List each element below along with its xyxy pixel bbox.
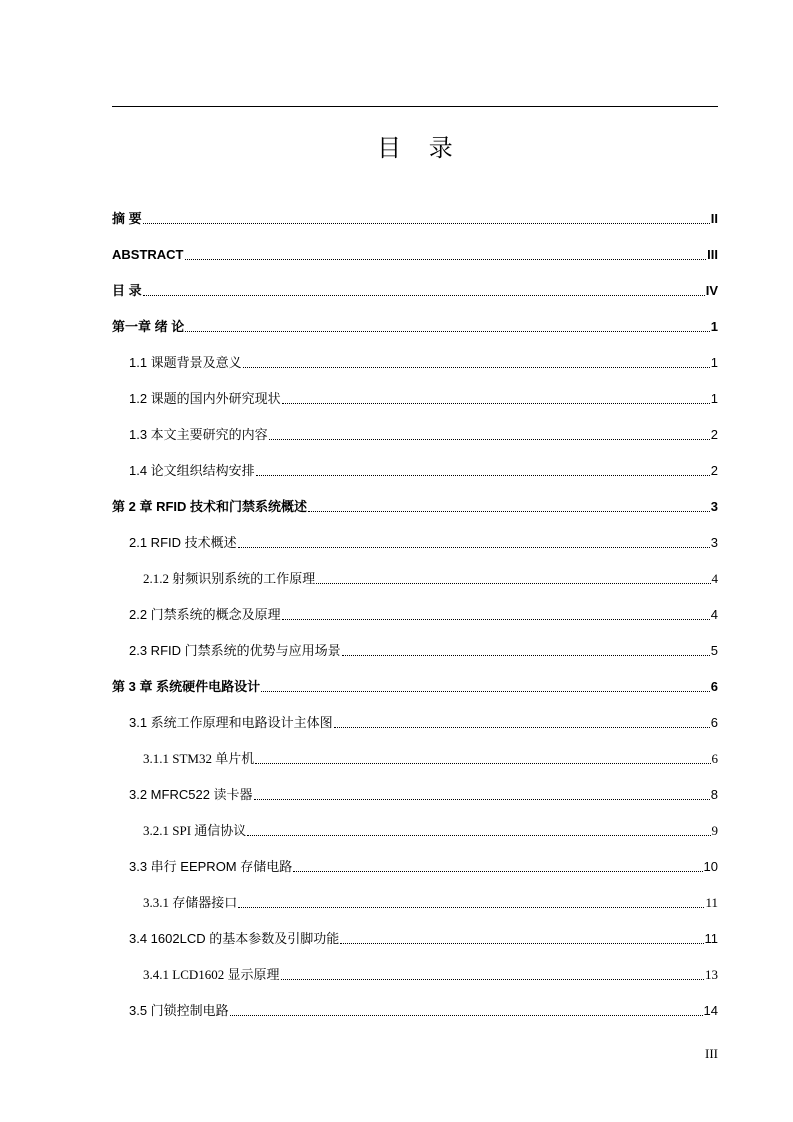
- toc-page-number: 3: [710, 499, 718, 514]
- toc-leader-dots: [316, 583, 710, 584]
- toc-leader-dots: [261, 691, 710, 692]
- toc-entry-label: 3.3.1 存储器接口: [143, 895, 238, 910]
- toc-entry-label: 3.2 MFRC522 读卡器: [129, 787, 253, 802]
- toc-entry-label: 2.1 RFID 技术概述: [129, 535, 237, 550]
- toc-page-number: 11: [705, 895, 718, 910]
- toc-entry[interactable]: [143, 819, 718, 839]
- toc-page-number: 1: [710, 319, 718, 334]
- toc-entry-label: 1.2 课题的国内外研究现状: [129, 391, 281, 406]
- toc-page-number: 6: [710, 679, 718, 694]
- toc-entry[interactable]: [129, 387, 718, 407]
- toc-entry-label: 第 3 章 系统硬件电路设计: [112, 679, 261, 694]
- toc-entry[interactable]: [112, 495, 718, 515]
- toc-leader-dots: [334, 727, 710, 728]
- toc-page-number: 14: [703, 1003, 718, 1018]
- toc-leader-dots: [308, 511, 710, 512]
- toc-page-number: 10: [703, 859, 718, 874]
- toc-entry-label: 目 录: [112, 283, 142, 298]
- toc-entry[interactable]: [129, 351, 718, 371]
- toc-leader-dots: [238, 547, 710, 548]
- toc-entry-label: 第 2 章 RFID 技术和门禁系统概述: [112, 499, 308, 514]
- toc-page-number: 6: [711, 751, 718, 766]
- toc-entry-label: 1.4 论文组织结构安排: [129, 463, 255, 478]
- toc-entry[interactable]: [112, 207, 718, 227]
- toc-leader-dots: [230, 1015, 703, 1016]
- toc-entry-label: 3.1 系统工作原理和电路设计主体图: [129, 715, 333, 730]
- toc-page-number: II: [710, 211, 718, 226]
- toc-entry[interactable]: [129, 855, 718, 875]
- toc-page-number: 13: [705, 967, 718, 982]
- toc-entry[interactable]: [112, 243, 718, 263]
- toc-page-number: 2: [710, 427, 718, 442]
- toc-page-number: 6: [710, 715, 718, 730]
- toc-leader-dots: [143, 223, 710, 224]
- toc-entry[interactable]: [143, 891, 718, 911]
- toc-entry[interactable]: [143, 567, 718, 587]
- toc-entry[interactable]: [129, 999, 718, 1019]
- toc-entry-label: 第一章 绪 论: [112, 319, 185, 334]
- toc-leader-dots: [281, 979, 704, 980]
- toc-page-number: III: [707, 247, 718, 262]
- toc-entry[interactable]: [129, 459, 718, 479]
- toc-entry[interactable]: [129, 423, 718, 443]
- toc-entry-label: 2.1.2 射频识别系统的工作原理: [143, 571, 316, 586]
- toc-entry-label: 3.4 1602LCD 的基本参数及引脚功能: [129, 931, 340, 946]
- toc-page-number: 9: [711, 823, 718, 838]
- toc-entry-label: 2.3 RFID 门禁系统的优势与应用场景: [129, 643, 341, 658]
- toc-page-number: 2: [710, 463, 718, 478]
- toc-entry-label: 3.2.1 SPI 通信协议: [143, 823, 247, 838]
- toc-leader-dots: [256, 475, 710, 476]
- page-number: III: [705, 1046, 718, 1061]
- toc-leader-dots: [185, 331, 710, 332]
- toc-entry-label: 3.3 串行 EEPROM 存储电路: [129, 859, 293, 874]
- toc-entry-label: 3.4.1 LCD1602 显示原理: [143, 967, 280, 982]
- toc-page-number: 4: [711, 571, 718, 586]
- toc-page-number: 4: [710, 607, 718, 622]
- toc-entry[interactable]: [129, 531, 718, 551]
- toc-leader-dots: [143, 295, 705, 296]
- toc-entry[interactable]: [129, 927, 718, 947]
- toc-leader-dots: [255, 763, 710, 764]
- toc-entry[interactable]: [129, 783, 718, 803]
- toc-leader-dots: [340, 943, 703, 944]
- toc-leader-dots: [282, 403, 710, 404]
- toc-entry-label: 2.2 门禁系统的概念及原理: [129, 607, 281, 622]
- toc-entry[interactable]: [143, 747, 718, 767]
- toc-entry[interactable]: [112, 675, 718, 695]
- toc-entry[interactable]: [129, 711, 718, 731]
- toc-entry-label: 3.5 门锁控制电路: [129, 1003, 229, 1018]
- toc-entry-label: ABSTRACT: [112, 247, 184, 262]
- toc-leader-dots: [282, 619, 710, 620]
- toc-page-number: 1: [710, 391, 718, 406]
- toc-entry[interactable]: [143, 963, 718, 983]
- toc-entry-label: 1.1 课题背景及意义: [129, 355, 242, 370]
- toc-entry[interactable]: [129, 603, 718, 623]
- toc-leader-dots: [238, 907, 704, 908]
- toc-page-number: 11: [704, 931, 718, 946]
- toc-leader-dots: [342, 655, 710, 656]
- toc-leader-dots: [185, 259, 707, 260]
- toc-page-number: 8: [710, 787, 718, 802]
- toc-entry[interactable]: [112, 315, 718, 335]
- toc-entry-label: 3.1.1 STM32 单片机: [143, 751, 255, 766]
- toc-page-number: 3: [710, 535, 718, 550]
- toc-page-number: IV: [705, 283, 718, 298]
- page-title: 目 录: [377, 134, 463, 162]
- toc-leader-dots: [254, 799, 710, 800]
- toc-entry-label: 摘 要: [112, 211, 142, 226]
- toc-entry[interactable]: [112, 279, 718, 299]
- toc-page-number: 1: [710, 355, 718, 370]
- toc-entry-label: 1.3 本文主要研究的内容: [129, 427, 268, 442]
- toc-leader-dots: [293, 871, 702, 872]
- toc-leader-dots: [247, 835, 710, 836]
- toc-leader-dots: [269, 439, 710, 440]
- toc-entry[interactable]: [129, 639, 718, 659]
- toc-page-number: 5: [710, 643, 718, 658]
- toc-leader-dots: [243, 367, 710, 368]
